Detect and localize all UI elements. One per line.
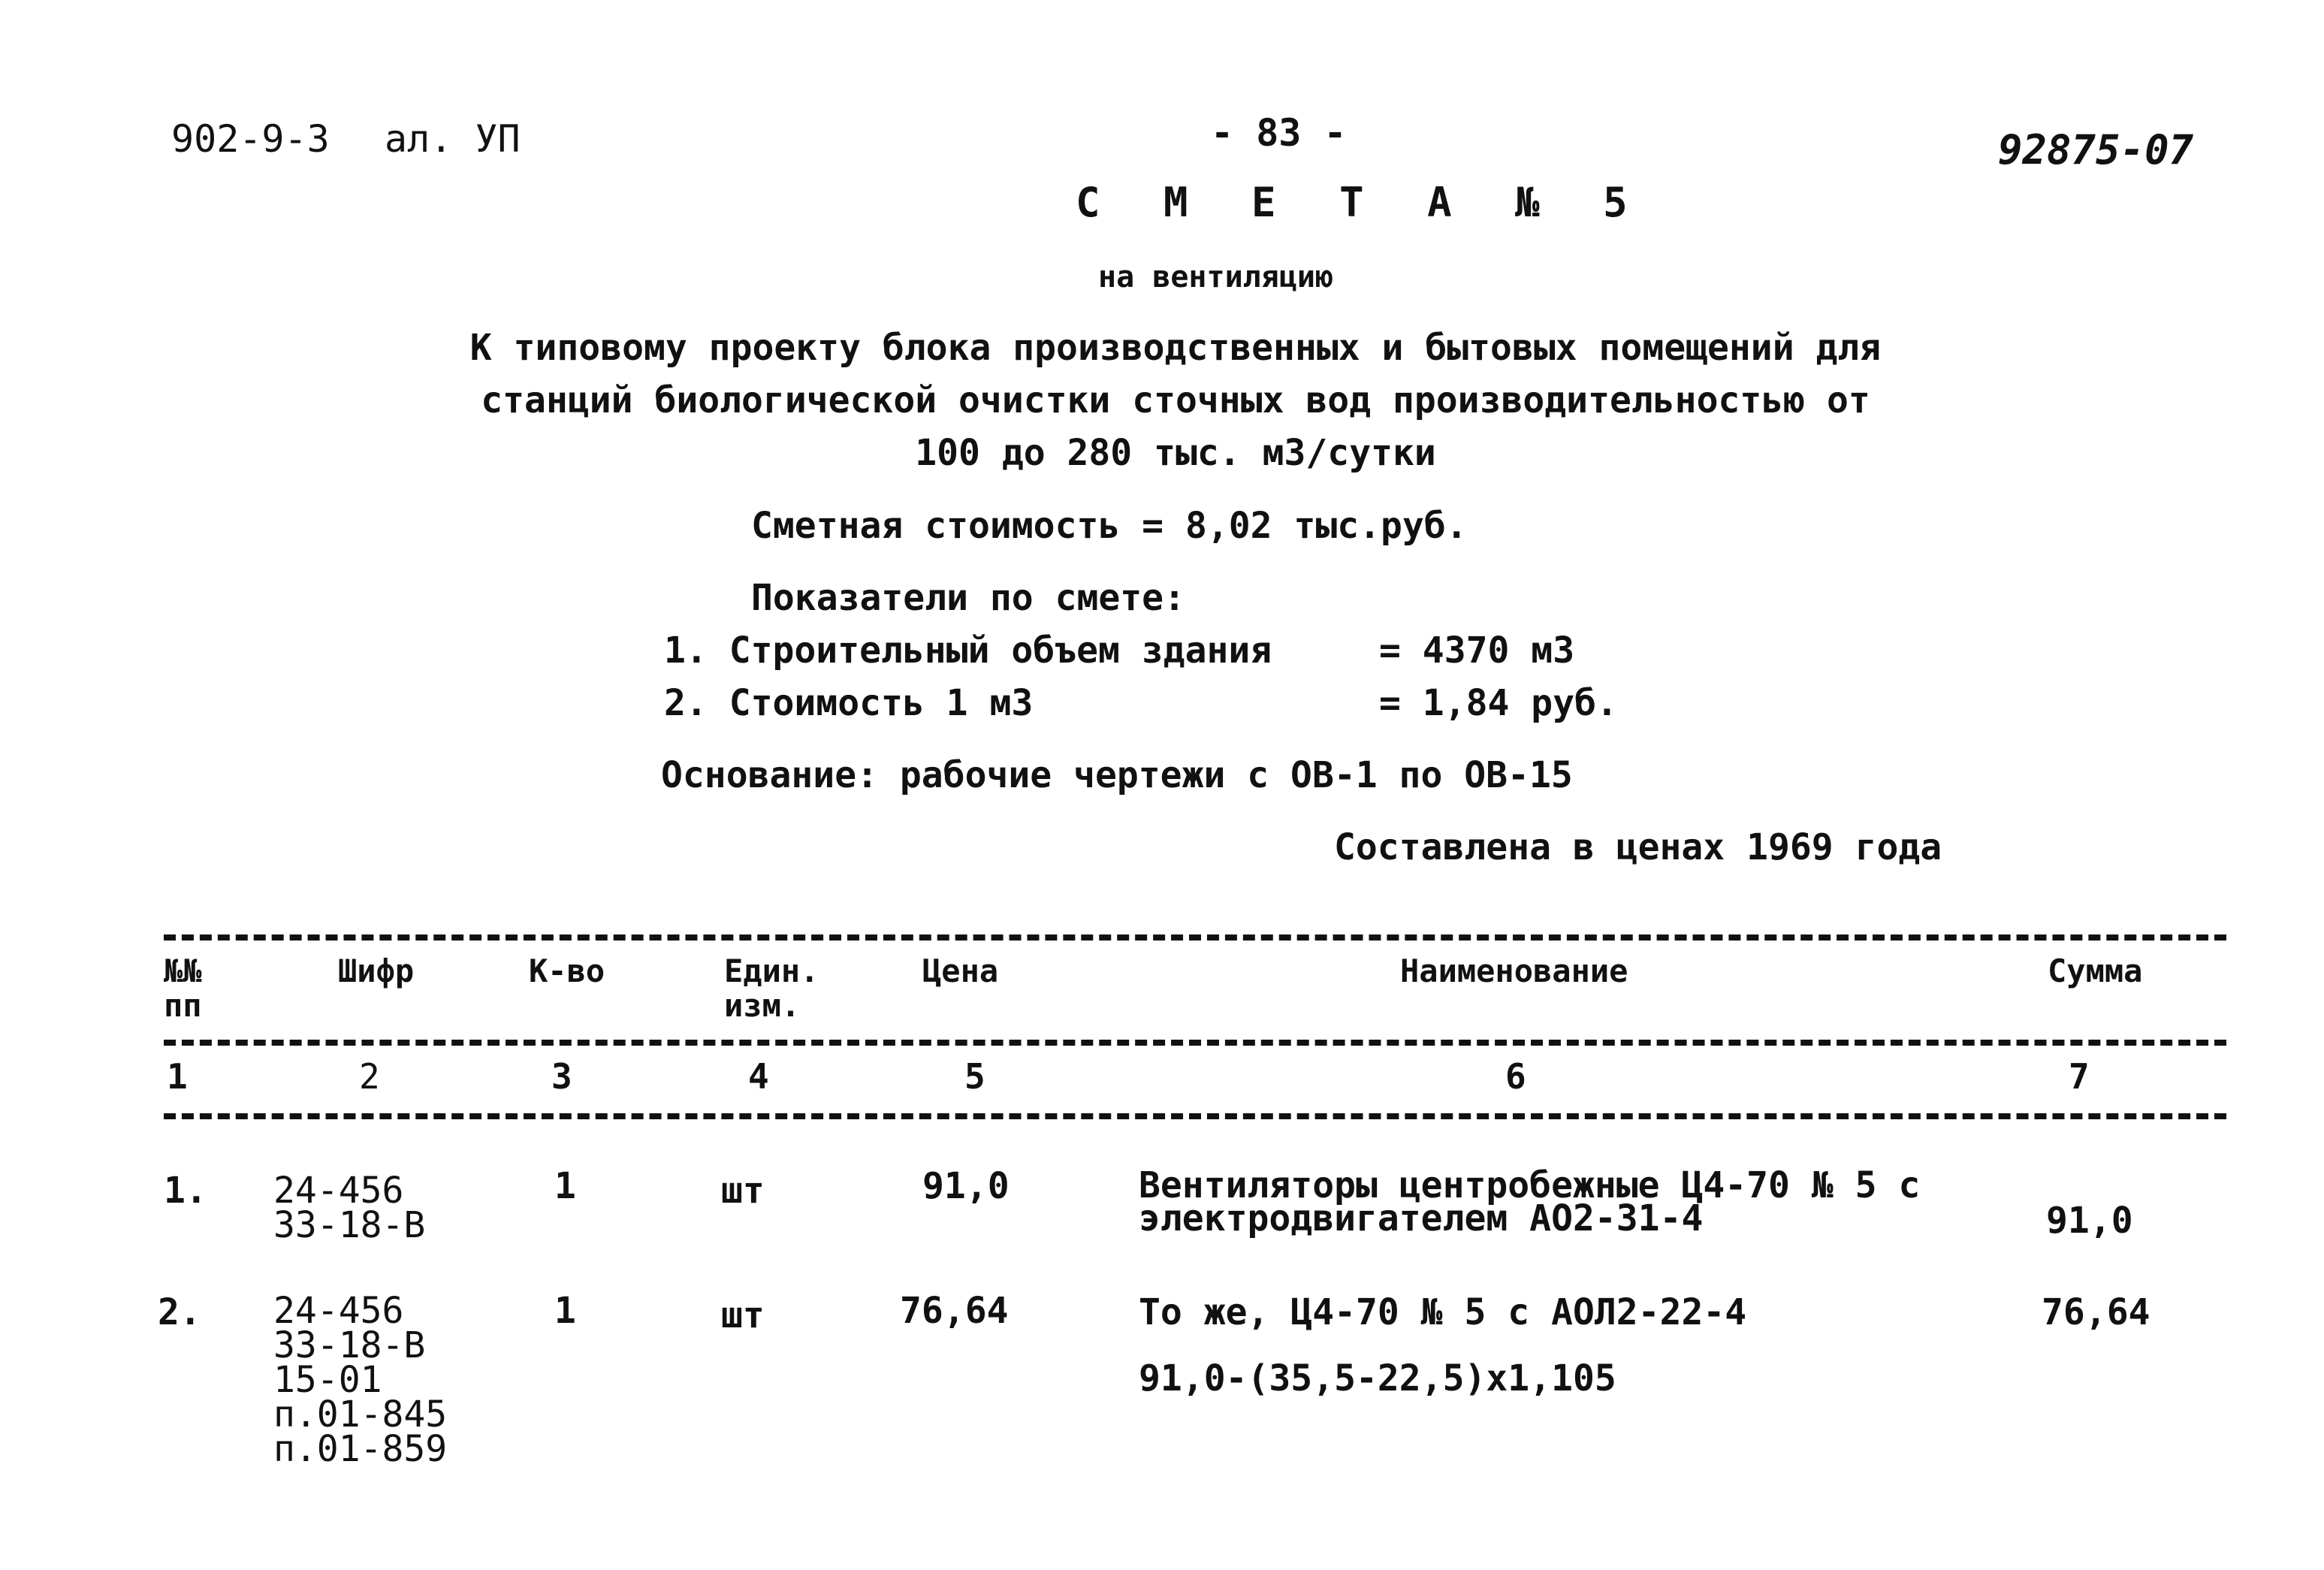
project-line-3: 100 до 280 тыс. м3/сутки xyxy=(915,432,1436,474)
column-number-3: 3 xyxy=(551,1056,572,1097)
row-1-name: Вентиляторы центробежные Ц4-70 № 5 с электродвигателем АО2-31-4 xyxy=(1139,1164,1921,1239)
estimated-cost: Сметная стоимость = 8,02 тыс.руб. xyxy=(751,505,1468,547)
row-2-name: То же, Ц4-70 № 5 с АОЛ2-22-4 xyxy=(1139,1291,1747,1333)
row-1-price: 91,0 xyxy=(922,1165,1010,1207)
indicator-label-1: 1. Строительный объем здания xyxy=(664,630,1272,672)
row-1-unit: шт xyxy=(721,1170,765,1212)
document-code: 902-9-3 xyxy=(171,117,330,161)
column-number-1: 1 xyxy=(167,1056,188,1097)
column-number-7: 7 xyxy=(2069,1056,2090,1097)
project-line-2: станций биологической очистки сточных вод производительностью от xyxy=(481,379,1870,421)
indicators-heading: Показатели по смете: xyxy=(751,577,1185,619)
row-1-sum: 91,0 xyxy=(2046,1200,2133,1242)
column-header-price: Цена xyxy=(922,953,999,989)
row-1-qty: 1 xyxy=(554,1165,576,1207)
table-rule-top xyxy=(164,934,2226,940)
indicator-value-1: = 4370 м3 xyxy=(1379,630,1575,672)
column-number-2: 2 xyxy=(359,1056,380,1097)
document-title: С М Е Т А № 5 xyxy=(1076,179,1647,226)
prices-note: Составлена в ценах 1969 года xyxy=(1334,826,1942,868)
row-2-code: 24-456 33-18-В 15-01 п.01-845 п.01-859 xyxy=(273,1290,448,1470)
column-header-sum: Сумма xyxy=(2048,953,2143,989)
indicator-value-2: = 1,84 руб. xyxy=(1379,682,1618,724)
column-number-5: 5 xyxy=(964,1056,985,1097)
indicator-label-2: 2. Стоимость 1 м3 xyxy=(664,682,1034,724)
page-number: - 83 - xyxy=(1211,111,1347,155)
row-2-sum: 76,64 xyxy=(2042,1291,2150,1333)
inventory-stamp: 92875-07 xyxy=(1998,126,2194,174)
project-line-1: К типовому проекту блока производственных и бытовых помещений для xyxy=(469,327,1882,369)
column-header-no: №№ пп xyxy=(164,953,202,1024)
column-header-qty: К-во xyxy=(529,953,605,989)
row-2-no: 2. xyxy=(158,1291,201,1333)
row-2-calculation: 91,0-(35,5-22,5)x1,105 xyxy=(1139,1357,1616,1399)
album-number: ал. УП xyxy=(385,117,521,161)
column-header-code: Шифр xyxy=(338,953,415,989)
column-number-6: 6 xyxy=(1505,1056,1526,1097)
column-number-4: 4 xyxy=(748,1056,769,1097)
basis-note: Основание: рабочие чертежи с ОВ-1 по ОВ-15 xyxy=(661,754,1573,796)
row-2-price: 76,64 xyxy=(900,1290,1009,1332)
table-rule-numbers xyxy=(164,1113,2226,1119)
row-1-no: 1. xyxy=(164,1170,207,1212)
column-header-name: Наименование xyxy=(1400,953,1628,989)
row-2-qty: 1 xyxy=(554,1290,576,1332)
table-rule-header xyxy=(164,1040,2226,1046)
document-subtitle: на вентиляцию xyxy=(1098,260,1334,294)
row-1-code: 24-456 33-18-В xyxy=(273,1170,426,1246)
row-2-unit: шт xyxy=(721,1294,765,1336)
column-header-unit: Един. изм. xyxy=(724,953,819,1024)
